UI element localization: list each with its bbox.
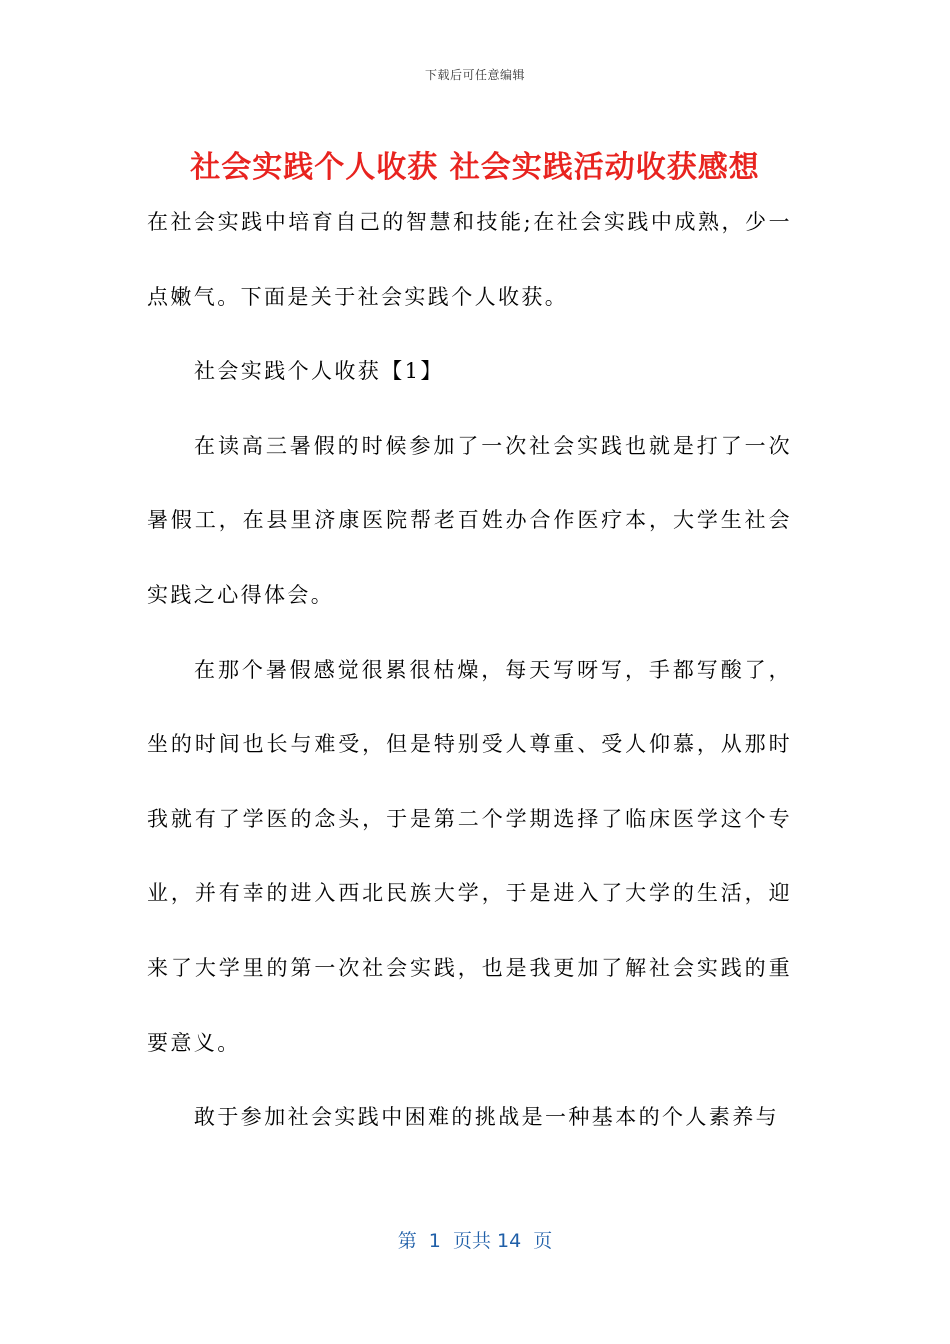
header-note: 下载后可任意编辑: [424, 68, 525, 82]
paragraph-intro: 在社会实践中培育自己的智慧和技能;在社会实践中成熟，少一点嫩气。下面是关于社会实践个人收获。: [147, 210, 792, 309]
document-body: [147, 185, 792, 1155]
section-heading: 社会实践个人收获【1】: [194, 359, 444, 384]
paragraph: 在读高三暑假的时候参加了一次社会实践也就是打了一次暑假工，在县里济康医院帮老百姓办合作医疗本，大学生社会实践之心得体会。: [147, 433, 792, 607]
document-title: 社会实践个人收获 社会实践活动收获感想: [190, 150, 760, 185]
paragraph: 在那个暑假感觉很累很枯燥，每天写呀写，手都写酸了，坐的时间也长与难受，但是特别受人尊重、受人仰慕，从那时我就有了学医的念头，于是第二个学期选择了临床医学这个专业，并有幸的进入西北民族大学，于是进入了大学的生活，迎来了大学里的第一次社会实践，也是我更加了解社会实践的重要意义。: [147, 657, 792, 1055]
page-number: 第 1 页共 14 页: [397, 1230, 553, 1252]
paragraph: 敢于参加社会实践中困难的挑战是一种基本的个人素养与: [194, 1105, 779, 1130]
